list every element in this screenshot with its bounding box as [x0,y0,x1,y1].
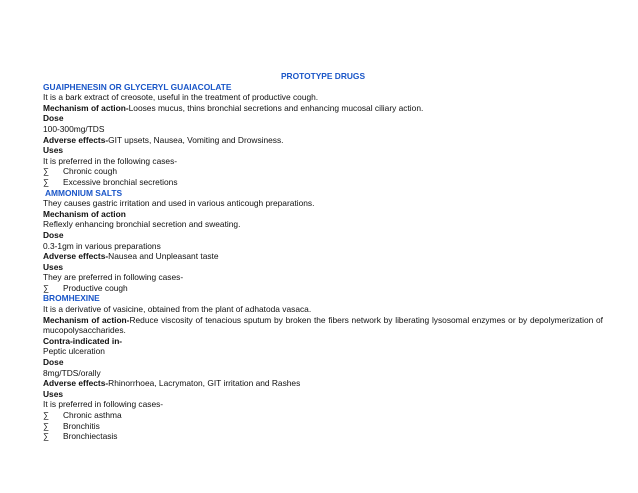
bromhexine-moa [43,315,603,336]
contraindication-text: Peptic ulceration [43,346,105,357]
adverse-label: Adverse effects- [43,378,109,389]
adverse-text: Nausea and Unpleasant taste [108,251,219,262]
uses-label: Uses [43,261,64,272]
list-item [43,431,603,442]
adverse-text: Rhinorrhoea, Lacrymaton, GIT irritation and Rashes [108,378,301,389]
dose-label: Dose [43,229,64,240]
uses-label: Uses [43,388,64,399]
moa-text: Reduce viscosity of tenacious sputum by broken the fibers network by liberating lysosomal enzymes or by depolymerization of mucopolysaccharides. [43,314,604,336]
adverse-text: GIT upsets, Nausea, Vomiting and Drowsiness. [108,134,284,145]
list-item-text: Bronchiectasis [63,431,118,442]
guaiphenesin-intro: It is a bark extract of creosote, useful in the treatment of productive cough. [43,92,319,103]
moa-text: Looses mucus, thins bronchial secretions and enhancing mucosal ciliary action. [128,102,424,113]
moa-label: Mechanism of action- [43,314,130,325]
moa-label: Mechanism of action- [43,102,129,113]
list-item [43,166,603,177]
bullet-icon: ∑ [43,282,49,293]
section-heading-ammonium: AMMONIUM SALTS [45,187,123,198]
document-title: PROTOTYPE DRUGS [280,71,366,81]
bullet-icon: ∑ [43,176,49,187]
section-heading-bromhexine: BROMHEXINE [43,293,100,304]
list-item-text: Chronic asthma [63,410,122,420]
guaiphenesin-moa [43,103,603,114]
dose-label: Dose [43,357,64,368]
list-item [43,410,603,421]
uses-label: Uses [43,145,64,156]
contraindication-label: Contra-indicated in- [43,335,123,346]
adverse-label: Adverse effects- [43,251,109,262]
uses-text: They are preferred in following cases- [43,272,184,283]
bullet-icon: ∑ [43,410,49,420]
ammonium-intro: They causes gastric irritation and used in various anticough preparations. [43,198,315,209]
list-item [43,177,603,188]
uses-text: It is preferred in the following cases- [43,155,178,166]
list-item-text: Chronic cough [63,166,118,177]
list-item [43,421,603,432]
moa-label: Mechanism of action [43,208,126,219]
uses-text: It is preferred in following cases- [43,399,164,410]
bromhexine-intro: It is a derivative of vasicine, obtained from the plant of adhatoda vasaca. [43,304,312,315]
bullet-icon: ∑ [43,166,49,177]
guaiphenesin-adverse [43,135,603,146]
section-heading-guaiphenesin: GUAIPHENESIN OR GLYCERYL GUAIACOLATE [43,81,232,92]
bullet-icon: ∑ [43,431,49,442]
dose-text: 0.3-1gm in various preparations [43,240,161,251]
adverse-label: Adverse effects- [43,134,109,145]
dose-text: 100-300mg/TDS [43,123,105,134]
bromhexine-adverse [43,378,603,389]
ammonium-adverse [43,251,603,262]
document-content [43,71,603,442]
list-item-text: Excessive bronchial secretions [63,176,178,187]
list-item-text: Bronchitis [63,420,100,431]
list-item-text: Productive cough [63,282,128,293]
list-item [43,283,603,294]
moa-text: Reflexly enhancing bronchial secretion and sweating. [43,219,241,230]
bullet-icon: ∑ [43,420,49,431]
dose-text: 8mg/TDS/orally [43,367,101,378]
dose-label: Dose [43,113,64,124]
